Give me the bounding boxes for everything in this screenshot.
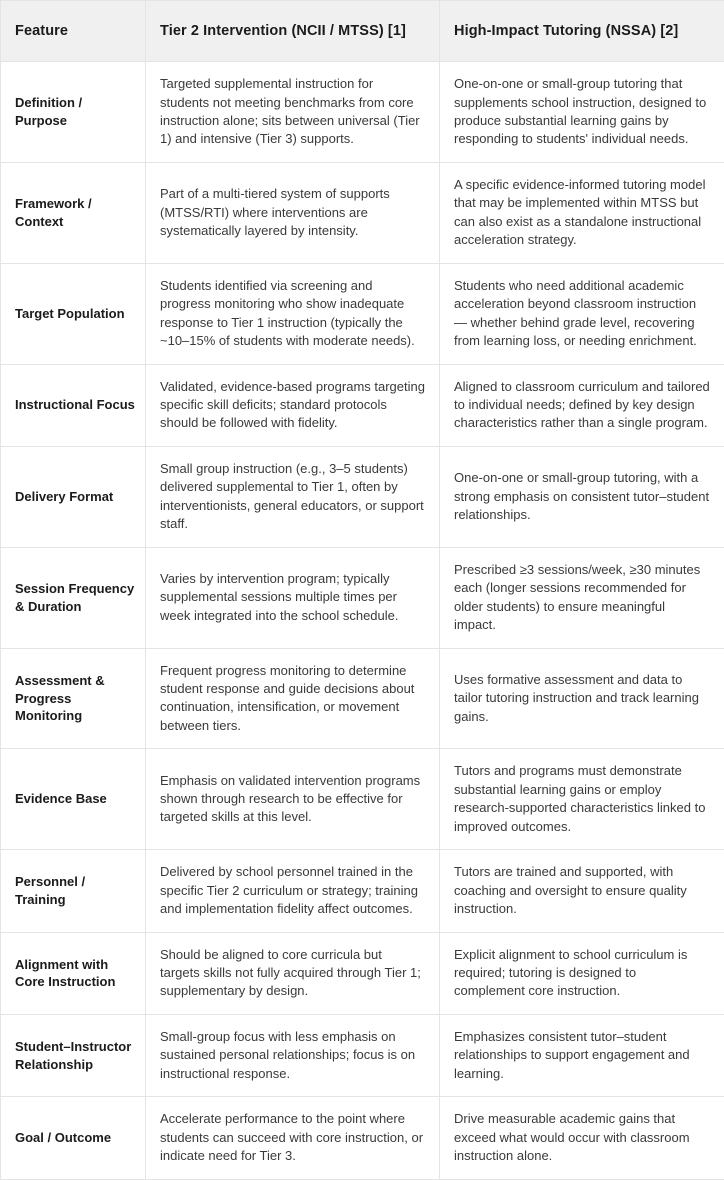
table-row — [1, 446, 724, 547]
high-impact-tutoring-cell: Tutors and programs must demonstrate substantial learning gains or employ research-supported characteristics linked to improved outcomes. — [440, 749, 724, 850]
high-impact-tutoring-cell: Prescribed ≥3 sessions/week, ≥30 minutes each (longer sessions recommended for older students) to ensure meaningful impact. — [440, 547, 724, 648]
table-row — [1, 263, 724, 364]
table-row — [1, 547, 724, 648]
table-row — [1, 1014, 724, 1096]
high-impact-tutoring-cell: Drive measurable academic gains that exceed what would occur with classroom instruction alone. — [440, 1097, 724, 1179]
column-header-feature: Feature — [1, 1, 146, 62]
feature-label-cell: Target Population — [1, 263, 146, 364]
tier2-intervention-cell: Emphasis on validated intervention programs shown through research to be effective for targeted skills at this level. — [146, 749, 440, 850]
high-impact-tutoring-cell: Aligned to classroom curriculum and tailored to individual needs; defined by key design characteristics rather than a single program. — [440, 364, 724, 446]
tier2-intervention-cell: Targeted supplemental instruction for students not meeting benchmarks from core instruction alone; sits between universal (Tier 1) and intensive (Tier 3) supports. — [146, 62, 440, 163]
tier2-intervention-cell: Delivered by school personnel trained in the specific Tier 2 curriculum or strategy; training and implementation fidelity affect outcomes. — [146, 850, 440, 932]
table-row — [1, 648, 724, 749]
high-impact-tutoring-cell: Emphasizes consistent tutor–student relationships to support engagement and learning. — [440, 1014, 724, 1096]
table-body — [1, 62, 724, 1179]
tier2-intervention-cell: Should be aligned to core curricula but targets skills not fully acquired through Tier 1; supplementary by design. — [146, 932, 440, 1014]
tier2-intervention-cell: Students identified via screening and progress monitoring who show inadequate response to Tier 1 instruction (typically the ~10–15% of students with moderate needs). — [146, 263, 440, 364]
high-impact-tutoring-cell: One-on-one or small-group tutoring that supplements school instruction, designed to produce substantial learning gains by responding to students' individual needs. — [440, 62, 724, 163]
high-impact-tutoring-cell: Tutors are trained and supported, with coaching and oversight to ensure quality instruction. — [440, 850, 724, 932]
tier2-intervention-cell: Part of a multi-tiered system of supports (MTSS/RTI) where interventions are systematically layered by intensity. — [146, 162, 440, 263]
column-header-high-impact-tutoring: High-Impact Tutoring (NSSA) [2] — [440, 1, 724, 62]
high-impact-tutoring-cell: Uses formative assessment and data to tailor tutoring instruction and track learning gains. — [440, 648, 724, 749]
feature-label-cell: Session Frequency & Duration — [1, 547, 146, 648]
table-row — [1, 749, 724, 850]
table-header — [1, 1, 724, 62]
feature-label-cell: Personnel / Training — [1, 850, 146, 932]
tier2-intervention-cell: Accelerate performance to the point where students can succeed with core instruction, or indicate need for Tier 3. — [146, 1097, 440, 1179]
column-header-tier2-intervention: Tier 2 Intervention (NCII / MTSS) [1] — [146, 1, 440, 62]
high-impact-tutoring-cell: One-on-one or small-group tutoring, with a strong emphasis on consistent tutor–student relationships. — [440, 446, 724, 547]
high-impact-tutoring-cell: A specific evidence-informed tutoring model that may be implemented within MTSS but can also exist as a standalone instructional acceleration strategy. — [440, 162, 724, 263]
tier2-intervention-cell: Small-group focus with less emphasis on sustained personal relationships; focus is on instructional response. — [146, 1014, 440, 1096]
feature-label-cell: Student–Instructor Relationship — [1, 1014, 146, 1096]
table-row — [1, 162, 724, 263]
tier2-intervention-cell: Varies by intervention program; typically supplemental sessions multiple times per week integrated into the school schedule. — [146, 547, 440, 648]
feature-label-cell: Assessment & Progress Monitoring — [1, 648, 146, 749]
feature-label-cell: Framework / Context — [1, 162, 146, 263]
table-row — [1, 1097, 724, 1179]
feature-label-cell: Delivery Format — [1, 446, 146, 547]
tier2-intervention-cell: Small group instruction (e.g., 3–5 students) delivered supplemental to Tier 1, often by interventionists, general educators, or support staff. — [146, 446, 440, 547]
table-row — [1, 364, 724, 446]
table-row — [1, 62, 724, 163]
table-row — [1, 850, 724, 932]
high-impact-tutoring-cell: Students who need additional academic acceleration beyond classroom instruction — whether behind grade level, recovering from learning loss, or needing enrichment. — [440, 263, 724, 364]
table-row — [1, 932, 724, 1014]
feature-label-cell: Goal / Outcome — [1, 1097, 146, 1179]
header-row — [1, 1, 724, 62]
feature-label-cell: Definition / Purpose — [1, 62, 146, 163]
tier2-intervention-cell: Validated, evidence-based programs targeting specific skill deficits; standard protocols should be followed with fidelity. — [146, 364, 440, 446]
feature-label-cell: Alignment with Core Instruction — [1, 932, 146, 1014]
feature-label-cell: Evidence Base — [1, 749, 146, 850]
tier2-intervention-cell: Frequent progress monitoring to determine student response and guide decisions about continuation, intensification, or movement between tiers. — [146, 648, 440, 749]
feature-label-cell: Instructional Focus — [1, 364, 146, 446]
high-impact-tutoring-cell: Explicit alignment to school curriculum is required; tutoring is designed to complement core instruction. — [440, 932, 724, 1014]
